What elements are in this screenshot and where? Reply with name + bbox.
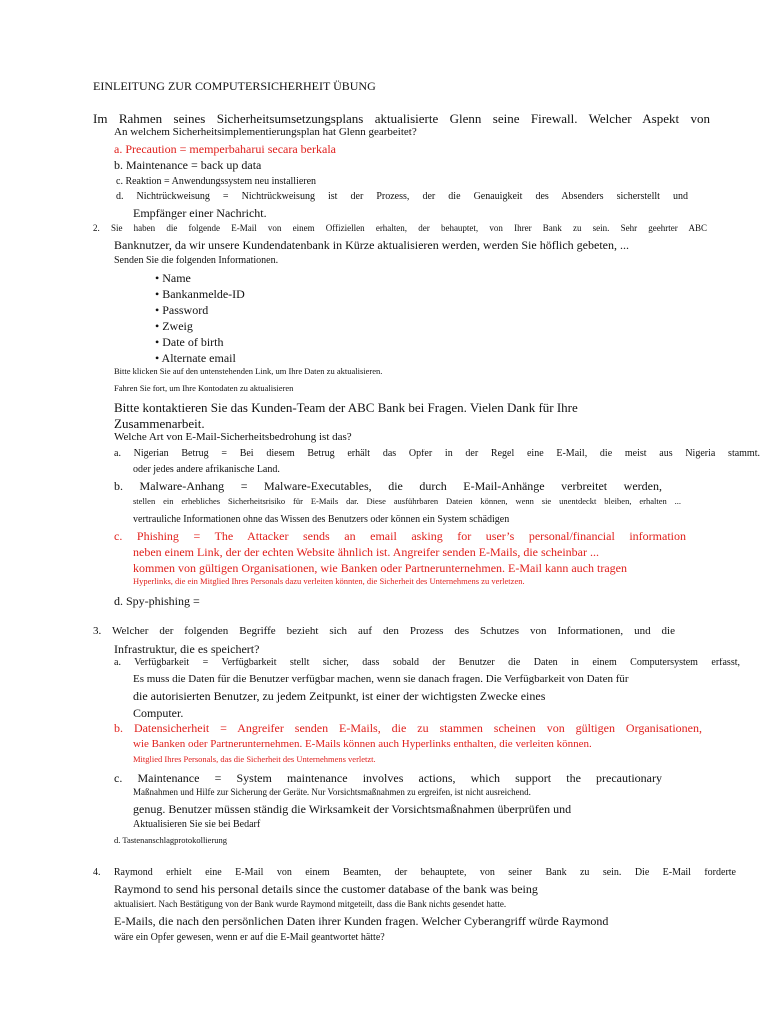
q3-option-b-line-2: wie Banken oder Partnerunternehmen. E-Mails können auch Hyperlinks enthalten, die verleiten können.: [133, 738, 592, 750]
q2-bullet-item: • Zweig: [155, 319, 193, 333]
q2-option-a-line-1: a. Nigerian Betrug = Bei diesem Betrug erhält das Opfer in der Regel eine E-Mail, die meist aus Nigeria stammt.: [114, 449, 760, 459]
q1-option-d-line-2: Empfänger einer Nachricht.: [133, 206, 267, 220]
page-title: EINLEITUNG ZUR COMPUTERSICHERHEIT ÜBUNG: [93, 79, 376, 93]
q2-question-line-5: Fahren Sie fort, um Ihre Kontodaten zu aktualisieren: [114, 383, 294, 393]
q2-option-c-line-4: Hyperlinks, die ein Mitglied Ihres Personals dazu verleiten könnten, die Sicherheit des Unternehmens zu verletzen.: [133, 576, 525, 586]
q2-question-line-2: Banknutzer, da wir unsere Kundendatenbank in Kürze aktualisieren werden, werden Sie höflich gebeten, ...: [114, 238, 629, 252]
q2-bullet-item: • Password: [155, 303, 209, 317]
q3-option-a-line-3: die autorisierten Benutzer, zu jedem Zeitpunkt, ist einer der wichtigsten Zwecke eines: [133, 689, 546, 703]
q2-question-line-7: Zusammenarbeit.: [114, 416, 205, 431]
q4-question-line-5: wäre ein Opfer gewesen, wenn er auf die E-Mail geantwortet hätte?: [114, 932, 385, 943]
q3-option-c-line-2: Maßnahmen und Hilfe zur Sicherung der Geräte. Nur Vorsichtsmaßnahmen zu ergreifen, ist nicht ausreichend.: [133, 787, 531, 797]
q2-question-line-1: 2. Sie haben die folgende E-Mail von einem Offiziellen erhalten, der behauptet, von Ihrer Bank zu sein. Sehr geehrter ABC: [93, 224, 707, 233]
q2-option-b-line-2: stellen ein erhebliches Sicherheitsrisiko für E-Mails dar. Diese ausführbaren Dateien können, wenn sie unentdeckt bleiben, erhalten ...: [133, 497, 681, 506]
q1-option-d-line-1: d. Nichtrückweisung = Nichtrückweisung ist der Prozess, der die Genauigkeit des Absenders sicherstellt und: [116, 192, 688, 202]
q2-option-a-line-2: oder jedes andere afrikanische Land.: [133, 464, 280, 475]
q4-question-line-1: 4. Raymond erhielt eine E-Mail von einem Beamten, der behauptete, von seiner Bank zu sein. Die E-Mail forderte: [93, 868, 736, 878]
q2-option-b-line-1: b. Malware-Anhang = Malware-Executables, die durch E-Mail-Anhänge verbreitet werden,: [114, 480, 662, 493]
q3-question-line-2: Infrastruktur, die es speichert?: [114, 642, 260, 656]
q2-option-d: d. Spy-phishing =: [114, 594, 200, 608]
q2-question-line-3: Senden Sie die folgenden Informationen.: [114, 255, 279, 266]
q3-option-c-line-4: Aktualisieren Sie sie bei Bedarf: [133, 819, 261, 830]
q4-question-line-3: aktualisiert. Nach Bestätigung von der Bank wurde Raymond mitgeteilt, dass die Bank nichts gesendet hatte.: [114, 899, 507, 909]
q1-question-line-1: Im Rahmen seines Sicherheitsumsetzungsplans aktualisierte Glenn seine Firewall. Welcher Aspekt von: [93, 112, 710, 126]
q2-bullet-item: • Name: [155, 271, 191, 285]
q2-option-b-line-3: vertrauliche Informationen ohne das Wissen des Benutzers oder können ein System schädigen: [133, 514, 510, 525]
q1-option-b: b. Maintenance = back up data: [114, 158, 262, 172]
q1-option-a: a. Precaution = memperbaharui secara berkala: [114, 142, 336, 156]
q3-option-a-line-1: a. Verfügbarkeit = Verfügbarkeit stellt sicher, dass sobald der Benutzer die Daten in einem Computersystem erfasst,: [114, 658, 740, 668]
q3-option-a-line-2: Es muss die Daten für die Benutzer verfügbar machen, wenn sie danach fragen. Die Verfügbarkeit von Daten für: [133, 673, 629, 685]
q2-question-line-8: Welche Art von E-Mail-Sicherheitsbedrohung ist das?: [114, 431, 352, 443]
q2-option-c-line-3: kommen von gültigen Organisationen, wie Banken oder Partnerunternehmen. E-Mail kann auch tragen: [133, 561, 627, 575]
q1-question-line-2: An welchem Sicherheitsimplementierungsplan hat Glenn gearbeitet?: [114, 126, 417, 138]
q3-question-line-1: 3. Welcher der folgenden Begriffe bezieht sich auf den Prozess des Schutzes von Informationen, und die: [93, 626, 675, 637]
q4-question-line-4: E-Mails, die nach den persönlichen Daten ihrer Kunden fragen. Welcher Cyberangriff würde Raymond: [114, 914, 609, 928]
q3-option-a-line-4: Computer.: [133, 706, 184, 720]
q2-question-line-6: Bitte kontaktieren Sie das Kunden-Team der ABC Bank bei Fragen. Vielen Dank für Ihre: [114, 400, 578, 415]
q3-option-c-line-1: c. Maintenance = System maintenance involves actions, which support the precautionary: [114, 772, 662, 785]
q3-option-c-line-3: genug. Benutzer müssen ständig die Wirksamkeit der Vorsichtsmaßnahmen überprüfen und: [133, 802, 572, 816]
q2-question-line-4: Bitte klicken Sie auf den untenstehenden Link, um Ihre Daten zu aktualisieren.: [114, 366, 383, 376]
q3-option-b-line-3: Mitglied Ihres Personals, das die Sicherheit des Unternehmens verletzt.: [133, 754, 376, 764]
q2-bullet-item: • Date of birth: [155, 335, 224, 349]
q2-bullet-item: • Alternate email: [155, 351, 236, 365]
q2-option-c-line-1: c. Phishing = The Attacker sends an email asking for user’s personal/financial information: [114, 530, 686, 543]
q2-bullet-item: • Bankanmelde-ID: [155, 287, 245, 301]
q4-question-line-2: Raymond to send his personal details since the customer database of the bank was being: [114, 882, 538, 896]
q3-option-d: d. Tastenanschlagprotokollierung: [114, 835, 228, 845]
q1-option-c: c. Reaktion = Anwendungssystem neu installieren: [116, 176, 317, 187]
q2-option-c-line-2: neben einem Link, der der echten Website ähnlich ist. Angreifer senden E-Mails, die scheinbar ...: [133, 545, 599, 559]
q3-option-b-line-1: b. Datensicherheit = Angreifer senden E-Mails, die zu stammen scheinen von gültigen Organisationen,: [114, 722, 702, 735]
